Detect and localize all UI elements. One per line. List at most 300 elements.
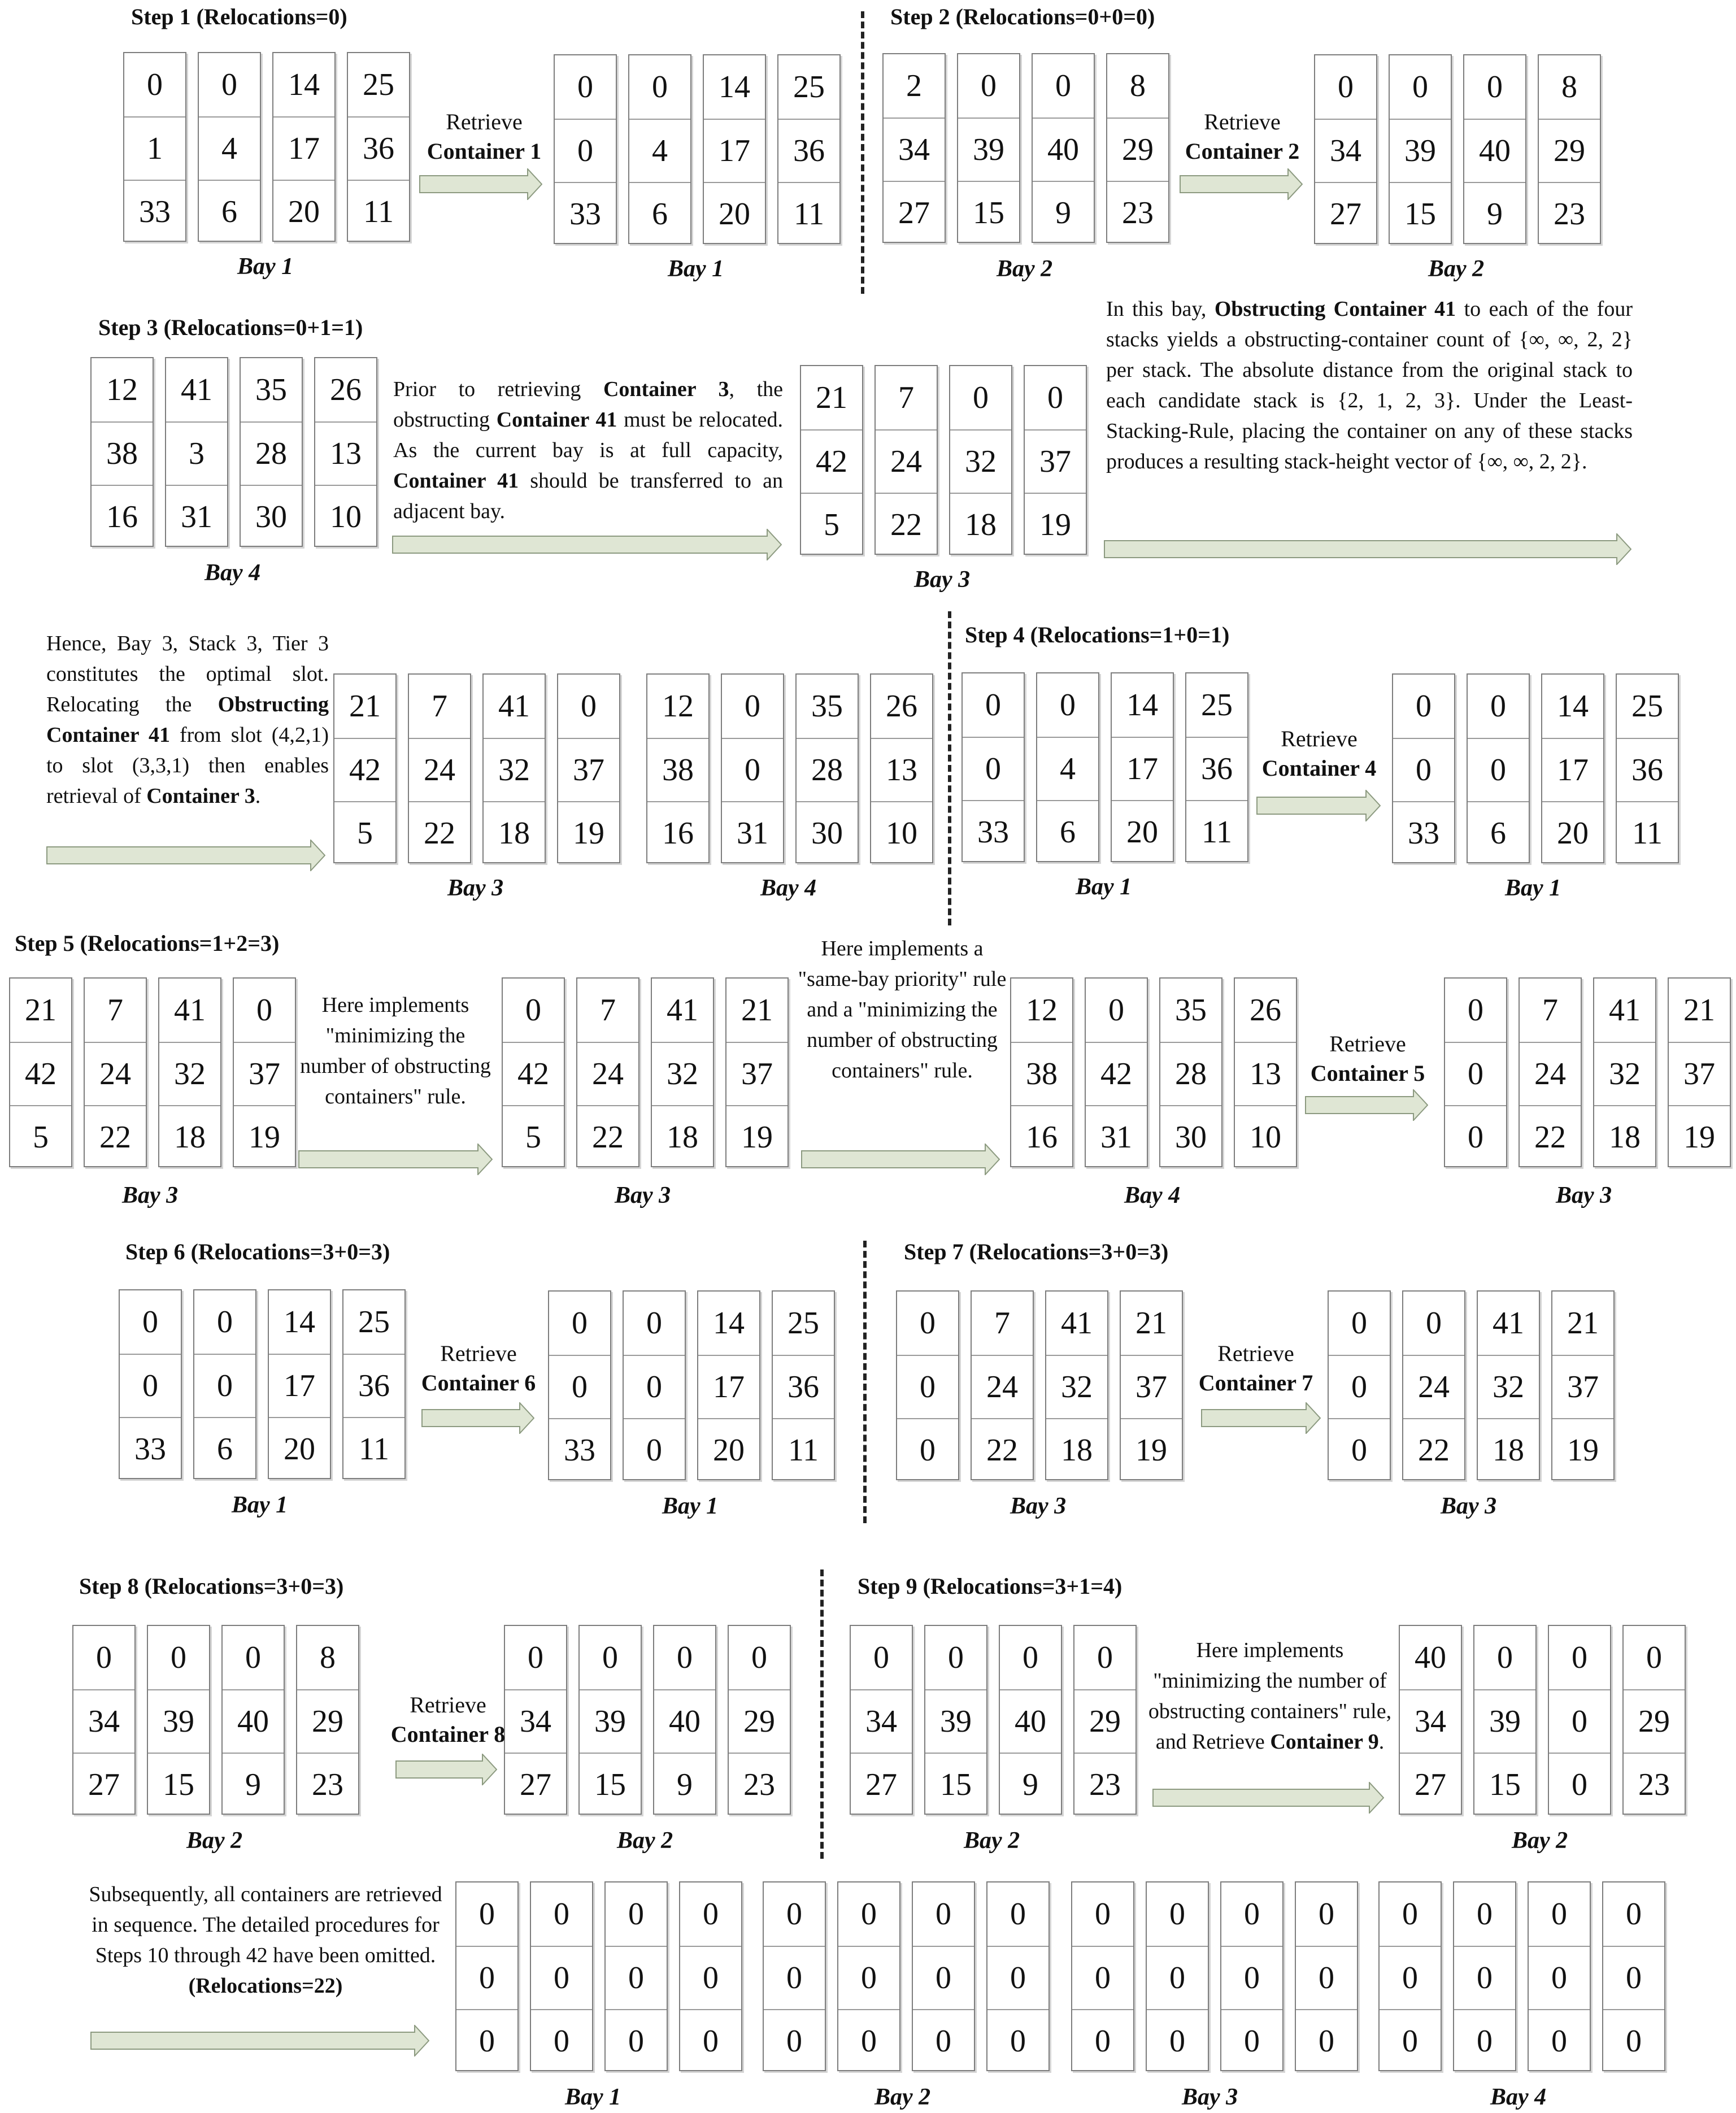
container-cell: 17: [269, 1354, 330, 1417]
retrieve-label: Retrieve Container 2: [1185, 109, 1300, 164]
container-cell: 28: [797, 738, 858, 801]
container-stack: [1519, 977, 1582, 1167]
container-cell: 0: [1626, 1897, 1642, 1932]
container-stack: [725, 977, 789, 1167]
container-cell: 0: [1169, 1897, 1185, 1932]
container-cell: 40: [1415, 1640, 1446, 1675]
container-stack: [1295, 1881, 1358, 2071]
container-cell: 14: [1126, 688, 1158, 723]
container-stack: [777, 54, 841, 244]
container-stack: [314, 357, 377, 547]
container-stack: [1010, 977, 1073, 1167]
container-cell: 5: [334, 801, 395, 864]
arrow-shape: [91, 2025, 429, 2056]
container-cell: 19: [1669, 1105, 1730, 1168]
container-stack: [1328, 1290, 1391, 1480]
bay-label: Bay 1: [232, 1492, 288, 1518]
container-cell: 12: [106, 372, 138, 407]
container-stack: [763, 1881, 826, 2071]
container-cell: 0: [838, 1946, 899, 2009]
arrow-shape: [1104, 534, 1631, 564]
container-cell: 0: [217, 1305, 233, 1340]
container-cell: 0: [764, 2009, 825, 2072]
bay-grid: [504, 1625, 791, 1815]
bay-grid: [961, 672, 1248, 862]
container-stack: [1616, 673, 1679, 863]
container-cell: 0: [1338, 69, 1354, 105]
container-cell: 17: [1542, 738, 1603, 801]
step5-rule1-text: Here implements "minimizing the number of obstructing containers" rule.: [300, 993, 491, 1108]
container-stack: [272, 52, 336, 242]
container-cell: 21: [1567, 1306, 1599, 1341]
container-stack: [800, 365, 863, 555]
bay-grid: [882, 53, 1169, 243]
container-cell: 0: [1445, 1042, 1506, 1105]
container-cell: 0: [1296, 1946, 1357, 2009]
container-cell: 41: [1061, 1306, 1093, 1341]
container-cell: 19: [1121, 1418, 1182, 1481]
container-cell: 18: [1046, 1418, 1107, 1481]
step-5-title: Step 5 (Relocations=1+2=3): [15, 931, 280, 956]
container-stack: [408, 673, 471, 863]
bay-grid: [896, 1290, 1183, 1480]
container-stack: [874, 365, 938, 555]
container-cell: 34: [1315, 119, 1376, 182]
container-cell: 8: [1561, 69, 1577, 105]
container-cell: 0: [456, 2009, 517, 2072]
container-cell: 33: [1393, 801, 1454, 864]
container-cell: 18: [484, 801, 545, 864]
container-cell: 25: [793, 69, 825, 105]
container-stack: [628, 54, 691, 244]
container-cell: 0: [1412, 69, 1428, 105]
container-stack: [999, 1625, 1062, 1815]
container-stack: [957, 53, 1020, 243]
container-cell: 10: [315, 485, 376, 548]
container-cell: 9: [223, 1753, 284, 1816]
container-cell: 0: [245, 1640, 261, 1675]
transition-arrow: [1256, 790, 1381, 821]
bay-label: Bay 2: [964, 1828, 1020, 1854]
bay-grid: [763, 1881, 1050, 2071]
container-cell: 29: [729, 1689, 790, 1753]
container-cell: 36: [778, 119, 839, 182]
container-cell: 34: [1400, 1689, 1461, 1753]
bay-grid: [554, 54, 841, 244]
container-stack: [198, 52, 261, 242]
bay-label: Bay 1: [668, 256, 724, 282]
container-cell: 9: [1000, 1753, 1061, 1816]
container-cell: 0: [920, 1306, 936, 1341]
container-stack: [342, 1289, 406, 1479]
retrieve-label: Retrieve Container 4: [1261, 726, 1377, 781]
container-cell: 0: [1477, 1897, 1493, 1932]
container-cell: 34: [884, 118, 945, 181]
container-cell: 9: [1033, 181, 1094, 244]
container-cell: 0: [606, 2009, 667, 2072]
container-cell: 6: [1468, 801, 1529, 864]
container-cell: 23: [1074, 1753, 1135, 1816]
container-cell: 39: [925, 1689, 986, 1753]
step-3-title: Step 3 (Relocations=0+1=1): [98, 315, 363, 340]
container-cell: 5: [801, 493, 862, 556]
transition-arrow: [1152, 1782, 1384, 1814]
container-stack: [296, 1625, 359, 1815]
arrow-shape: [393, 529, 781, 560]
container-cell: 21: [1683, 993, 1715, 1028]
step-divider: [948, 611, 951, 925]
transition-arrow: [392, 529, 782, 560]
container-cell: 27: [884, 181, 945, 244]
container-cell: 0: [1529, 1946, 1590, 2009]
container-stack: [1071, 1881, 1134, 2071]
step9-rule-text: Here implements "minimizing the number of obstructing containers" rule, and Retrieve Container 9.: [1148, 1638, 1392, 1754]
container-cell: 0: [1329, 1355, 1390, 1418]
bay-grid: [333, 673, 620, 863]
transition-arrow: [1201, 1402, 1321, 1434]
bay-label: Bay 2: [1428, 256, 1485, 282]
container-cell: 0: [171, 1640, 186, 1675]
container-cell: 20: [273, 180, 334, 243]
bay-label: Bay 2: [997, 256, 1053, 282]
container-cell: 23: [729, 1753, 790, 1816]
container-cell: 25: [1631, 689, 1663, 724]
container-cell: 23: [297, 1753, 358, 1816]
container-cell: 0: [555, 119, 616, 182]
container-cell: 20: [698, 1418, 759, 1481]
container-cell: 20: [1542, 801, 1603, 864]
container-stack: [1453, 1881, 1516, 2071]
container-cell: 14: [1557, 689, 1589, 724]
container-cell: 42: [334, 738, 395, 801]
container-cell: 0: [913, 1946, 974, 2009]
container-cell: 18: [159, 1105, 220, 1168]
retrieve-label: Retrieve Container 8: [390, 1692, 506, 1747]
container-cell: 7: [432, 689, 447, 724]
container-stack: [90, 357, 154, 547]
final-summary: [85, 1879, 446, 2001]
container-cell: 0: [1072, 2009, 1133, 2072]
step-divider: [861, 11, 864, 294]
container-cell: 35: [255, 372, 287, 407]
container-stack: [651, 977, 714, 1167]
container-cell: 24: [1403, 1355, 1464, 1418]
container-cell: 30: [1160, 1105, 1221, 1168]
container-cell: 0: [606, 1946, 667, 2009]
container-stack: [1528, 1881, 1591, 2071]
container-cell: 0: [897, 1355, 958, 1418]
container-cell: 0: [1572, 1640, 1587, 1675]
bay-grid: [850, 1625, 1137, 1815]
transition-arrow: [90, 2025, 429, 2057]
step-4-title: Step 4 (Relocations=1+0=1): [965, 622, 1230, 647]
container-cell: 11: [343, 1417, 404, 1480]
container-stack: [924, 1625, 987, 1815]
container-cell: 0: [1468, 993, 1483, 1028]
arrow-shape: [1180, 169, 1302, 199]
container-cell: 22: [577, 1105, 638, 1168]
container-cell: 29: [1107, 118, 1168, 181]
container-cell: 0: [1095, 1897, 1111, 1932]
bay-label: Bay 3: [122, 1182, 179, 1208]
bay-grid: [1399, 1625, 1686, 1815]
step-7-title: Step 7 (Relocations=3+0=3): [904, 1239, 1169, 1264]
container-cell: 0: [1549, 1689, 1610, 1753]
container-cell: 0: [1426, 1306, 1442, 1341]
retrieve-label: Retrieve Container 1: [427, 109, 542, 164]
container-cell: 0: [1603, 2009, 1664, 2072]
hence-text: Hence, Bay 3, Stack 3, Tier 3 constitutes the optimal slot. Relocating the Obstructing Container 41 from slot (4,2,1) to slot (3,3,1) then enables retrieval of Container 3.: [46, 632, 329, 808]
container-cell: 35: [1175, 993, 1207, 1028]
container-cell: 0: [1097, 1640, 1113, 1675]
container-cell: 12: [662, 689, 694, 724]
bay-grid: [90, 357, 377, 547]
container-cell: 41: [1493, 1306, 1524, 1341]
container-cell: 2: [906, 68, 922, 103]
container-cell: 24: [577, 1042, 638, 1105]
container-cell: 22: [409, 801, 470, 864]
container-stack: [268, 1289, 331, 1479]
bay-grid: [800, 365, 1087, 555]
container-cell: 6: [199, 180, 260, 243]
step-9-title: Step 9 (Relocations=3+1=4): [858, 1573, 1122, 1599]
container-cell: 0: [1319, 1897, 1334, 1932]
container-cell: 0: [873, 1640, 889, 1675]
container-stack: [455, 1881, 519, 2071]
container-cell: 0: [456, 1946, 517, 2009]
container-cell: 0: [602, 1640, 618, 1675]
container-cell: 0: [1221, 1946, 1282, 2009]
container-cell: 13: [871, 738, 932, 801]
container-cell: 0: [1454, 1946, 1515, 2009]
container-stack: [1593, 977, 1656, 1167]
container-stack: [728, 1625, 791, 1815]
container-cell: 0: [913, 2009, 974, 2072]
container-cell: 38: [647, 738, 708, 801]
container-cell: 34: [505, 1689, 566, 1753]
container-cell: 42: [10, 1042, 71, 1105]
container-cell: 31: [1086, 1105, 1147, 1168]
container-cell: 30: [797, 801, 858, 864]
container-cell: 0: [1023, 1640, 1038, 1675]
container-cell: 32: [484, 738, 545, 801]
container-cell: 11: [1617, 801, 1678, 864]
container-stack: [193, 1289, 256, 1479]
container-stack: [1399, 1625, 1462, 1815]
container-stack: [623, 1290, 686, 1480]
container-cell: 20: [704, 182, 765, 245]
container-stack: [1146, 1881, 1209, 2071]
container-stack: [72, 1625, 136, 1815]
container-cell: 0: [628, 1897, 644, 1932]
container-cell: 19: [234, 1105, 295, 1168]
container-stack: [1402, 1290, 1465, 1480]
container-cell: 42: [801, 429, 862, 493]
bay-label: Bay 4: [1124, 1182, 1181, 1208]
container-cell: 24: [876, 429, 937, 493]
container-cell: 0: [531, 2009, 592, 2072]
bay-label: Bay 1: [662, 1493, 719, 1519]
step-8-title: Step 8 (Relocations=3+0=3): [79, 1573, 344, 1599]
bay-label: Bay 3: [914, 567, 971, 593]
container-cell: 1: [124, 116, 185, 180]
container-cell: 0: [194, 1354, 255, 1417]
container-cell: 20: [1112, 800, 1173, 863]
container-cell: 14: [719, 69, 750, 105]
container-cell: 33: [549, 1418, 610, 1481]
bay-label: Bay 2: [186, 1828, 243, 1854]
container-cell: 27: [1315, 182, 1376, 245]
container-cell: 0: [1055, 68, 1071, 103]
container-cell: 29: [297, 1689, 358, 1753]
container-stack: [971, 1290, 1034, 1480]
container-stack: [548, 1290, 611, 1480]
container-cell: 7: [600, 993, 616, 1028]
arrow-shape: [420, 169, 542, 199]
container-cell: 40: [1464, 119, 1525, 182]
container-cell: 37: [1552, 1355, 1613, 1418]
bay-grid: [1328, 1290, 1615, 1480]
container-cell: 24: [409, 738, 470, 801]
transition-arrow: [419, 168, 542, 200]
container-cell: 22: [972, 1418, 1033, 1481]
container-cell: 25: [363, 67, 394, 102]
container-cell: 17: [704, 119, 765, 182]
container-cell: 0: [1244, 1897, 1260, 1932]
container-cell: 0: [1351, 1306, 1367, 1341]
container-stack: [347, 52, 410, 242]
container-cell: 14: [284, 1305, 315, 1340]
container-stack: [1036, 672, 1099, 862]
container-cell: 15: [1390, 182, 1451, 245]
container-stack: [1185, 672, 1248, 862]
container-cell: 5: [503, 1105, 564, 1168]
container-stack: [1111, 672, 1174, 862]
container-cell: 0: [1380, 2009, 1441, 2072]
container-cell: 0: [581, 689, 597, 724]
arrow-shape: [802, 1144, 999, 1175]
container-cell: 0: [525, 993, 541, 1028]
container-stack: [1106, 53, 1169, 243]
container-stack: [1234, 977, 1297, 1167]
container-cell: 32: [950, 429, 1011, 493]
bay-label: Bay 1: [1505, 875, 1561, 901]
container-cell: 0: [677, 1640, 693, 1675]
container-cell: 28: [1160, 1042, 1221, 1105]
container-cell: 31: [166, 485, 227, 548]
container-cell: 27: [1400, 1753, 1461, 1816]
bay-label: Bay 4: [205, 560, 261, 586]
container-cell: 0: [948, 1640, 964, 1675]
container-cell: 39: [1390, 119, 1451, 182]
container-cell: 31: [722, 801, 783, 864]
container-cell: 6: [629, 182, 690, 245]
container-stack: [646, 673, 710, 863]
container-cell: 41: [498, 689, 530, 724]
container-stack: [837, 1881, 900, 2071]
container-cell: 9: [1464, 182, 1525, 245]
bay-label: Bay 1: [1076, 874, 1132, 900]
arrow-shape: [422, 1403, 534, 1433]
container-stack: [772, 1290, 835, 1480]
bay-grid: [1010, 977, 1297, 1167]
container-cell: 0: [751, 1640, 767, 1675]
transition-arrow: [1305, 1089, 1428, 1121]
bay-grid: [646, 673, 933, 863]
bay-grid: [1071, 1881, 1358, 2071]
container-cell: 0: [963, 737, 1024, 800]
bay-label: Bay 3: [615, 1182, 671, 1208]
container-cell: 26: [1250, 993, 1281, 1028]
container-cell: 5: [10, 1105, 71, 1168]
container-cell: 42: [1086, 1042, 1147, 1105]
container-cell: 7: [107, 993, 123, 1028]
step-1-title: Step 1 (Relocations=0): [131, 4, 347, 29]
container-cell: 15: [958, 181, 1019, 244]
container-stack: [679, 1881, 742, 2071]
bay-grid: [1392, 673, 1679, 863]
container-cell: 38: [92, 421, 153, 485]
container-cell: 24: [1520, 1042, 1581, 1105]
container-stack: [221, 1625, 285, 1815]
container-cell: 21: [349, 689, 381, 724]
container-cell: 19: [1025, 493, 1086, 556]
container-cell: 25: [1201, 688, 1233, 723]
container-cell: 35: [811, 689, 843, 724]
container-stack: [1389, 54, 1452, 244]
container-cell: 0: [120, 1354, 181, 1417]
container-cell: 37: [1121, 1355, 1182, 1418]
container-cell: 32: [652, 1042, 713, 1105]
container-cell: 0: [680, 2009, 741, 2072]
container-stack: [1548, 1625, 1611, 1815]
container-cell: 8: [320, 1640, 336, 1675]
container-cell: 36: [348, 116, 409, 180]
container-cell: 26: [886, 689, 917, 724]
bay-label: Bay 1: [237, 254, 294, 280]
container-cell: 4: [1037, 737, 1098, 800]
container-cell: 0: [528, 1640, 543, 1675]
bay-label: Bay 2: [874, 2084, 931, 2110]
container-stack: [9, 977, 72, 1167]
container-cell: 17: [273, 116, 334, 180]
arrow-shape: [1306, 1090, 1428, 1120]
container-cell: 40: [223, 1689, 284, 1753]
container-stack: [1024, 365, 1087, 555]
container-cell: 21: [1135, 1306, 1167, 1341]
container-cell: 32: [1594, 1042, 1655, 1105]
container-cell: 0: [1487, 69, 1503, 105]
container-stack: [333, 673, 397, 863]
container-stack: [986, 1881, 1050, 2071]
container-stack: [147, 1625, 210, 1815]
container-cell: 11: [348, 180, 409, 243]
container-stack: [1314, 54, 1377, 244]
bay-label: Bay 3: [1010, 1493, 1067, 1519]
container-cell: 0: [680, 1946, 741, 2009]
container-stack: [697, 1290, 760, 1480]
container-cell: 4: [629, 119, 690, 182]
container-cell: 41: [181, 372, 212, 407]
container-cell: 21: [741, 993, 773, 1028]
step-divider: [863, 1241, 867, 1523]
container-cell: 0: [1108, 993, 1124, 1028]
container-stack: [240, 357, 303, 547]
container-cell: 32: [1478, 1355, 1539, 1418]
container-cell: 36: [1617, 738, 1678, 801]
container-cell: 42: [503, 1042, 564, 1105]
arrow-shape: [299, 1144, 492, 1175]
